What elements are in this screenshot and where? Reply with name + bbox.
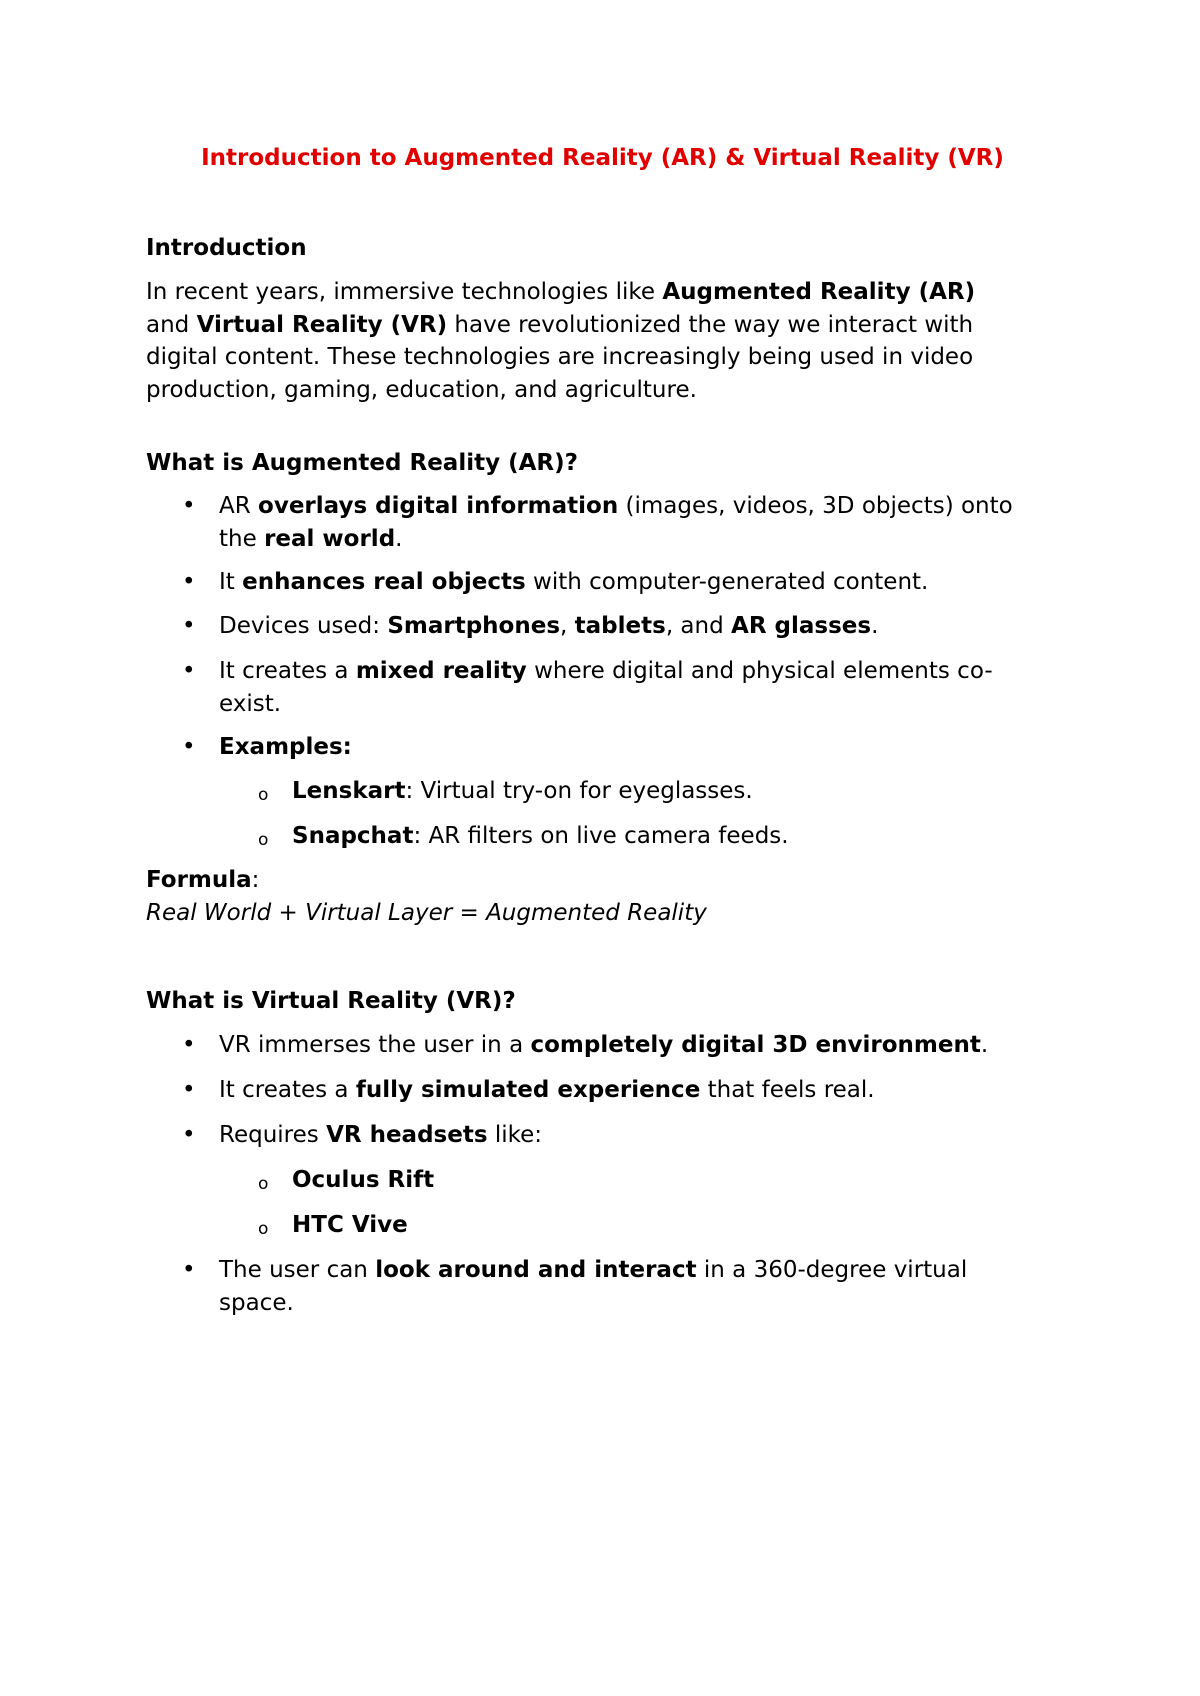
text: Devices used:	[219, 613, 388, 639]
sub-bullet-text	[292, 775, 753, 808]
bold-text: enhances real objects	[242, 569, 526, 595]
bold-text: overlays digital information	[258, 493, 619, 519]
document-title: Introduction to Augmented Reality (AR) & Virtual Reality (VR)	[201, 145, 1004, 171]
intro-text: have revolutionized the way we interact with	[447, 311, 974, 338]
bullet-text	[219, 490, 1013, 555]
formula-label: Formula	[146, 867, 252, 893]
bullet-icon: •	[182, 613, 196, 639]
intro-heading: Introduction	[146, 235, 307, 261]
sub-bullet-icon: o	[258, 785, 269, 805]
formula-label-line	[146, 864, 1046, 897]
intro-bold-vr: Virtual Reality (VR)	[196, 311, 448, 338]
bold-text: Lenskart	[292, 778, 406, 804]
bullet-text	[219, 566, 928, 599]
text: :	[251, 867, 260, 893]
text: VR immerses the user in a	[219, 1032, 531, 1058]
text: It creates a	[219, 1077, 356, 1103]
bold-text: AR glasses	[731, 613, 872, 639]
bold-text: look around and interact	[375, 1257, 697, 1283]
sub-bullet-text: HTC Vive	[292, 1212, 408, 1238]
intro-paragraph	[146, 276, 1046, 407]
bold-text: mixed reality	[355, 658, 527, 684]
text: The user can	[219, 1257, 376, 1283]
formula-block	[146, 864, 1046, 929]
sub-bullet-text	[292, 820, 789, 853]
intro-line-2	[146, 309, 1046, 342]
bullet-text: Examples:	[219, 734, 352, 760]
text: .	[395, 525, 403, 552]
text: exist.	[219, 690, 282, 717]
intro-bold-ar: Augmented Reality (AR)	[662, 279, 976, 305]
text: in a 360-degree virtual	[696, 1257, 968, 1283]
text: the	[219, 525, 265, 552]
intro-line-1	[146, 276, 1046, 309]
vr-heading: What is Virtual Reality (VR)?	[146, 988, 516, 1014]
text: where digital and physical elements co-	[526, 658, 993, 684]
sub-bullet-icon: o	[258, 1174, 269, 1194]
bold-text: tablets	[574, 613, 666, 639]
bold-text: real world	[264, 525, 396, 552]
intro-line-3: digital content. These technologies are increasingly being used in video	[146, 344, 974, 371]
bullet-icon: •	[182, 658, 196, 684]
bullet-icon: •	[182, 1122, 196, 1148]
text: that feels real.	[700, 1077, 875, 1103]
text: : AR filters on live camera feeds.	[413, 823, 789, 849]
text: with computer-generated content.	[525, 569, 929, 595]
bold-text: VR headsets	[326, 1122, 488, 1148]
text: Requires	[219, 1122, 327, 1148]
text: It	[219, 569, 243, 595]
bullet-icon: •	[182, 569, 196, 595]
bold-text: fully simulated experience	[355, 1077, 701, 1103]
bullet-text	[219, 1074, 875, 1107]
bullet-text	[219, 1254, 967, 1319]
sub-bullet-icon: o	[258, 1219, 269, 1239]
text: , and	[665, 613, 732, 639]
bullet-text	[219, 610, 878, 643]
text: It creates a	[219, 658, 356, 684]
bold-text: completely digital 3D environment	[530, 1032, 981, 1058]
intro-text: In recent years, immersive technologies like	[146, 279, 663, 305]
text: space.	[219, 1289, 294, 1316]
text: : Virtual try-on for eyeglasses.	[405, 778, 753, 804]
bullet-text	[219, 655, 993, 720]
text: AR	[219, 493, 259, 519]
text: (images, videos, 3D objects) onto	[618, 493, 1013, 519]
intro-line-4: production, gaming, education, and agriculture.	[146, 377, 697, 404]
bullet-icon: •	[182, 1077, 196, 1103]
text: like:	[487, 1122, 543, 1148]
bold-text: Snapchat	[292, 823, 414, 849]
ar-heading: What is Augmented Reality (AR)?	[146, 450, 578, 476]
sub-bullet-icon: o	[258, 830, 269, 850]
bullet-text	[219, 1029, 988, 1062]
text: .	[980, 1032, 989, 1058]
bullet-icon: •	[182, 1257, 196, 1283]
text: ,	[560, 613, 575, 639]
bold-text: Smartphones	[387, 613, 561, 639]
bullet-icon: •	[182, 734, 196, 760]
bullet-icon: •	[182, 1032, 196, 1058]
intro-text: and	[146, 311, 197, 338]
bullet-text	[219, 1119, 542, 1152]
text: .	[871, 613, 879, 639]
bullet-icon: •	[182, 493, 196, 519]
sub-bullet-text: Oculus Rift	[292, 1167, 435, 1193]
formula-text: Real World + Virtual Layer = Augmented Reality	[146, 899, 707, 926]
